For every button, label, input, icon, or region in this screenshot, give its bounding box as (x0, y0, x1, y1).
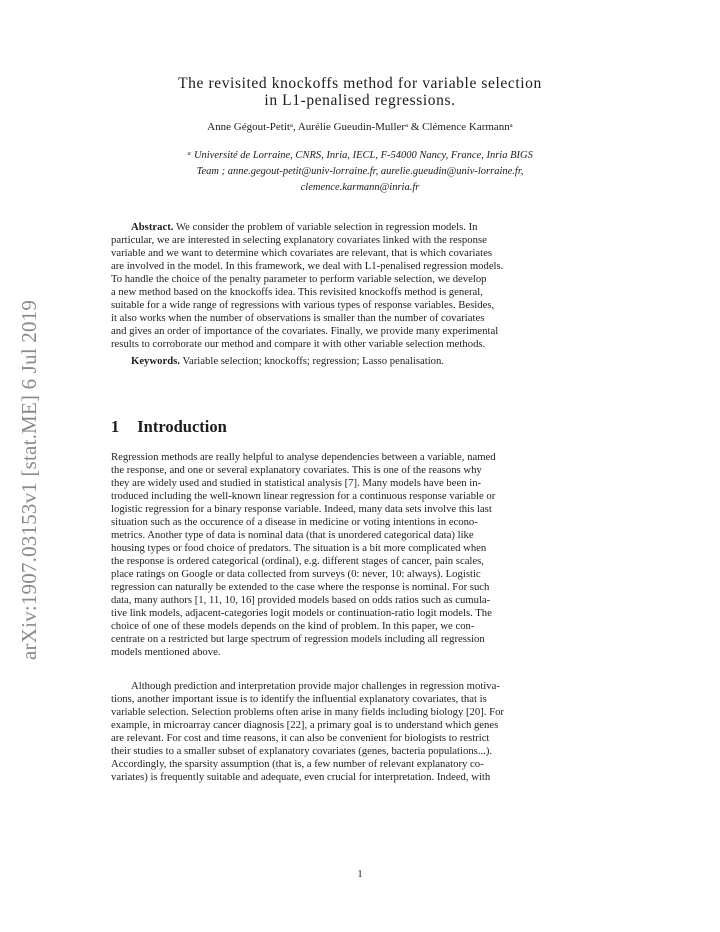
body-line: Although prediction and interpretation provide major challenges in regression motiva- (131, 680, 500, 692)
paper-title-line-1: The revisited knockoffs method for variable selection (178, 75, 542, 92)
body-line: variates) is frequently suitable and adequate, even crucial for interpretation. Indeed, with (111, 771, 491, 783)
abstract-line: To handle the choice of the penalty parameter to perform variable selection, we develop (111, 273, 487, 285)
body-line: are relevant. For cost and time reasons, it can also be convenient for biologists to restrict (111, 732, 490, 744)
body-line: centrate on a restricted but large spectrum of regression models including all regression (111, 633, 485, 645)
abstract-line: variable and we want to determine which covariates are relevant, that is which covariates (111, 247, 493, 259)
page-number: 1 (357, 869, 363, 880)
body-line: their studies to a smaller subset of explanatory covariates (genes, bacteria populations...). (111, 745, 493, 757)
affiliation-line-2: Team ; anne.gegout-petit@univ-lorraine.fr, aurelie.gueudin@univ-lorraine.fr, (196, 166, 524, 177)
body-line: place ratings on Google or data collected from surveys (0: never, 10: always). Logistic (111, 568, 481, 580)
keywords-text: Variable selection; knockoffs; regression; Lasso penalisation. (182, 355, 445, 367)
abstract-line: results to corroborate our method and compare it with other variable selection methods. (111, 338, 486, 350)
body-line: choice of one of these models depends on the kind of problem. In this paper, we con- (111, 620, 475, 632)
section-number: 1 (111, 417, 120, 436)
abstract-line: a new method based on the knockoffs idea. This revisited knockoffs method is general, (111, 286, 483, 298)
abstract-text: We consider the problem of variable selection in regression models. In (175, 221, 478, 233)
abstract-line: suitable for a wide range of regressions with various types of response variables. Besides, (111, 299, 495, 311)
author-list: Anne Gégout-Petitᵃ, Aurélie Gueudin-Mullerᵃ & Clémence Karmannᵃ (207, 121, 513, 133)
abstract-line (111, 221, 611, 234)
paper-title-line-2: in L1-penalised regressions. (264, 92, 456, 109)
abstract-label: Abstract. (131, 221, 174, 233)
abstract-line: and gives an order of importance of the covariates. Finally, we provide many experimental (111, 325, 499, 337)
body-line: they are widely used and studied in statistical analysis [7]. Many models have been in- (111, 477, 482, 489)
body-line: regression can naturally be extended to the case where the response is nominal. For such (111, 581, 490, 593)
section-heading (111, 417, 227, 437)
keywords-label: Keywords. (131, 355, 180, 367)
abstract-line: are involved in the model. In this framework, we deal with L1-penalised regression models. (111, 260, 504, 272)
body-line: the response, and one or several explanatory covariates. This is one of the reasons why (111, 464, 482, 476)
body-line: troduced including the well-known linear regression for a continuous response variable or (111, 490, 496, 502)
affiliation-line-3: clemence.karmann@inria.fr (300, 182, 420, 193)
abstract-line: it also works when the number of observations is smaller than the number of covariates (111, 312, 485, 324)
body-line: situation such as the occurence of a disease in medicine or voting intentions in econo- (111, 516, 478, 528)
section-title: Introduction (137, 417, 227, 436)
abstract-line: particular, we are interested in selecting explanatory covariates linked with the response (111, 234, 487, 246)
body-line: data, many authors [1, 11, 10, 16] provided models based on odds ratios such as cumula- (111, 594, 491, 606)
affiliation-line-1: ᵃ Université de Lorraine, CNRS, Inria, IECL, F-54000 Nancy, France, Inria BIGS (187, 150, 533, 161)
body-line: tions, another important issue is to identify the influential explanatory covariates, that is (111, 693, 487, 705)
body-line: housing types or food choice of predators. The situation is a bit more complicated when (111, 542, 487, 554)
body-line: logistic regression for a binary response variable. Indeed, many data sets involve this last (111, 503, 492, 515)
body-line: example, in microarray cancer diagnosis [22], a primary goal is to understand which genes (111, 719, 499, 731)
body-line: variable selection. Selection problems often arise in many fields including biology [20]. For (111, 706, 504, 718)
body-line: tive link models, adjacent-categories logit models or continuation-ratio logit models. The (111, 607, 492, 619)
keywords-line (111, 355, 611, 368)
body-line: models mentioned above. (111, 646, 221, 658)
arxiv-identifier: arXiv:1907.03153v1 [stat.ME] 6 Jul 2019 (17, 299, 41, 660)
body-line: Accordingly, the sparsity assumption (that is, a few number of relevant explanatory co- (111, 758, 484, 770)
body-line: Regression methods are really helpful to analyse dependencies between a variable, named (111, 451, 496, 463)
body-line: the response is ordered categorical (ordinal), e.g. different stages of cancer, pain scales, (111, 555, 484, 567)
body-line: metrics. Another type of data is nominal data (that is unordered categorical data) like (111, 529, 474, 541)
